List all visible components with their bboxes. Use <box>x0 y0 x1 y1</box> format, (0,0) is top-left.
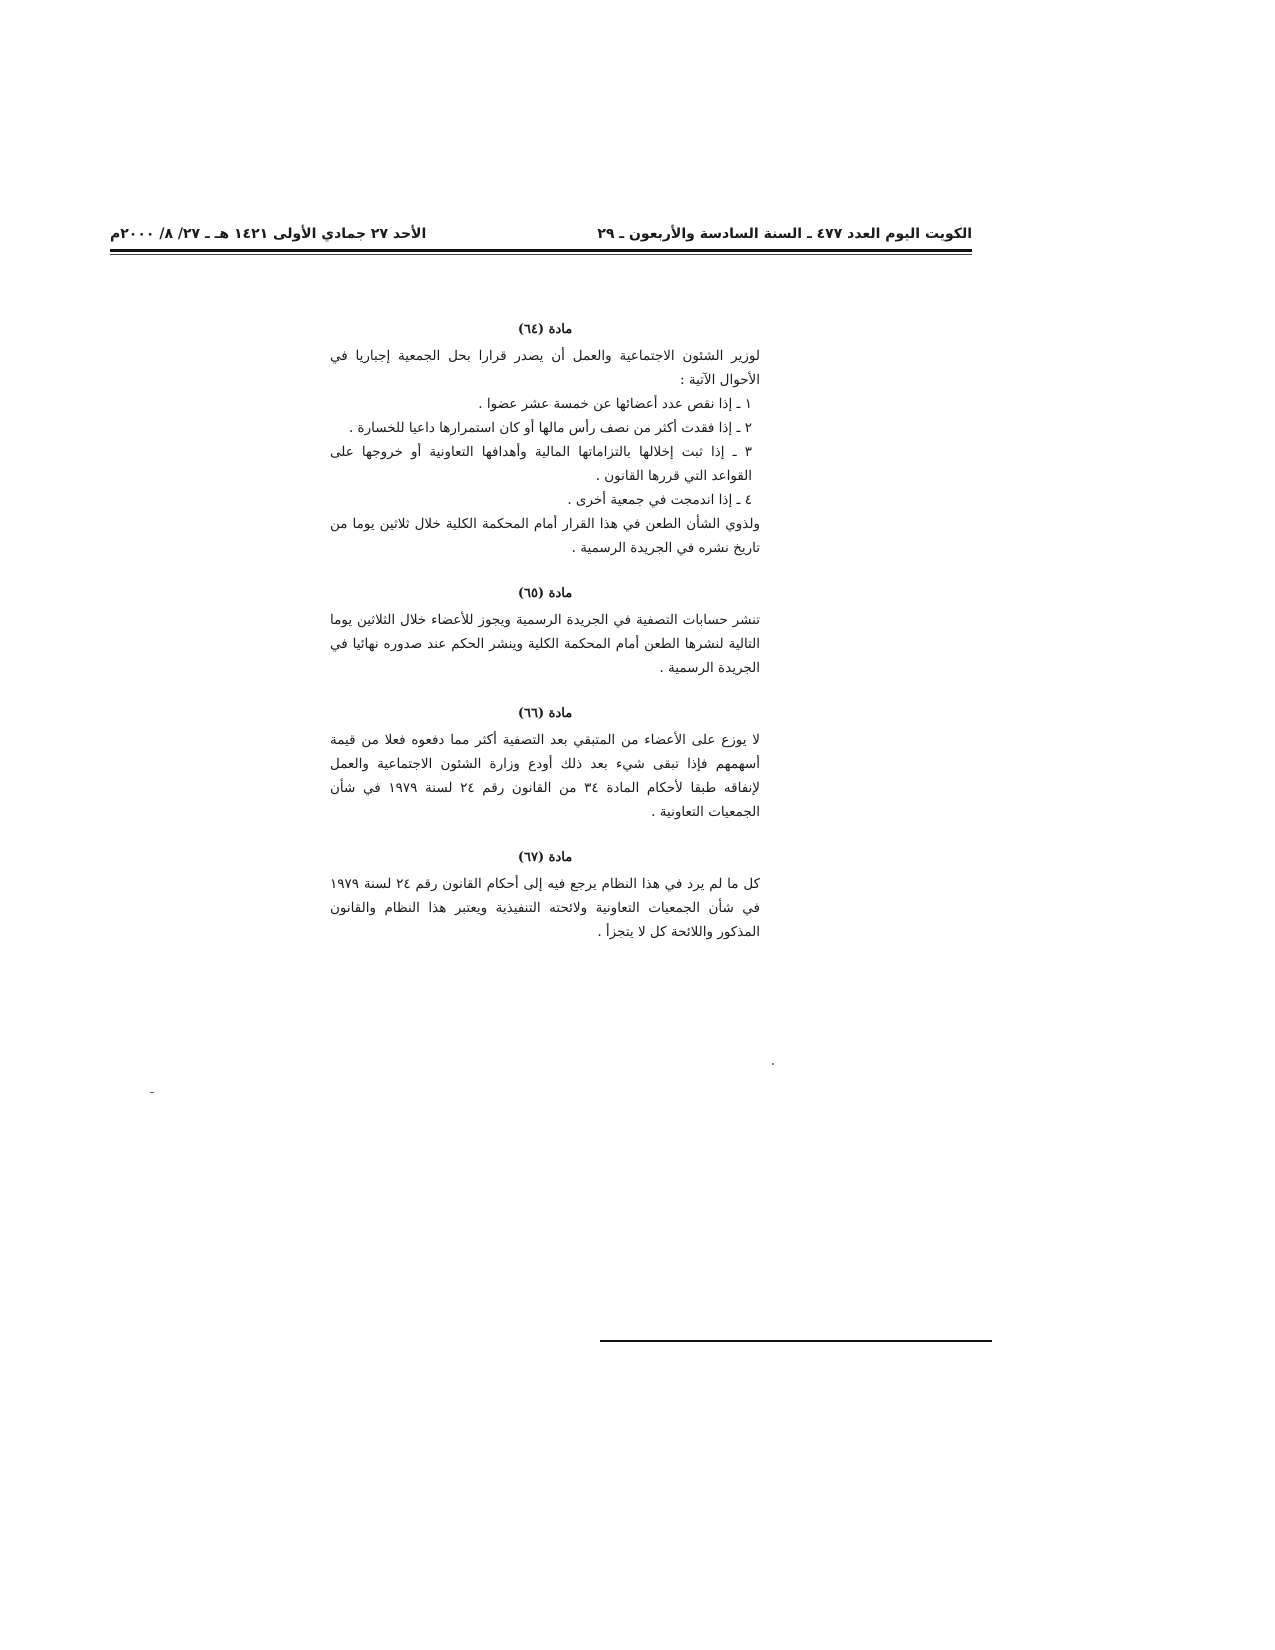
article-paragraph: تنشر حسابات التصفية في الجريدة الرسمية ويجوز للأعضاء خلال الثلاثين يوما التالية لنشرها الطعن أمام المحكمة الكلية وينشر الحكم عند صدوره نهائيا في الجريدة الرسمية . <box>330 612 760 676</box>
list-item: ١ ـ إذا نقص عدد أعضائها عن خمسة عشر عضوا . <box>478 396 752 412</box>
article-67 <box>330 846 760 944</box>
document-body <box>330 318 760 966</box>
article-title: مادة (٦٥) <box>517 586 573 601</box>
footer-rule <box>600 1340 992 1342</box>
article-64 <box>330 318 760 560</box>
header-rule <box>110 249 972 252</box>
article-title: مادة (٦٦) <box>517 706 573 721</box>
article-paragraph: كل ما لم يرد في هذا النظام يرجع فيه إلى أحكام القانون رقم ٢٤ لسنة ١٩٧٩ في شأن الجمعيات التعاونية ولائحته التنفيذية ويعتبر هذا النظام والقانون المذكور واللائحة كل لا يتجزأ . <box>330 876 760 940</box>
article-65 <box>330 582 760 680</box>
article-paragraph: لوزير الشئون الاجتماعية والعمل أن يصدر قرارا بحل الجمعية إجباريا في الأحوال الآتية : <box>330 348 760 388</box>
article-paragraph: ولذوي الشأن الطعن في هذا القرار أمام المحكمة الكلية خلال ثلاثين يوما من تاريخ نشره في الجريدة الرسمية . <box>330 516 760 556</box>
header-rule-thin <box>110 254 972 255</box>
article-title: مادة (٦٧) <box>517 850 573 865</box>
article-66 <box>330 702 760 824</box>
list-item: ٢ ـ إذا فقدت أكثر من نصف رأس مالها أو كان استمرارها داعيا للخسارة . <box>348 420 752 436</box>
article-paragraph: لا يوزع على الأعضاء من المتبقي بعد التصفية أكثر مما دفعوه فعلا من قيمة أسهمهم فإذا تبقى شيء بعد ذلك أودع وزارة الشئون الاجتماعية والعمل لإنفاقه طبقا لأحكام المادة ٣٤ من القانون رقم ٢٤ لسنة ١٩٧٩ في شأن الجمعيات التعاونية . <box>330 732 760 820</box>
list-item: ٤ ـ إذا اندمجت في جمعية أخرى . <box>567 492 752 508</box>
list-item: ٣ ـ إذا ثبت إخلالها بالتزاماتها المالية وأهدافها التعاونية أو خروجها على القواعد التي قررها القانون . <box>330 444 752 484</box>
header-date: الأحد ٢٧ جمادي الأولى ١٤٢١ هـ ـ ٢٧/ ٨/ ٢٠٠٠م <box>110 226 427 242</box>
scan-speck <box>772 1063 774 1065</box>
scan-speck <box>150 1092 154 1093</box>
article-title: مادة (٦٤) <box>517 322 573 337</box>
header-issue-info: الكويت اليوم العدد ٤٧٧ ـ السنة السادسة والأربعون ـ ٢٩ <box>597 226 972 242</box>
